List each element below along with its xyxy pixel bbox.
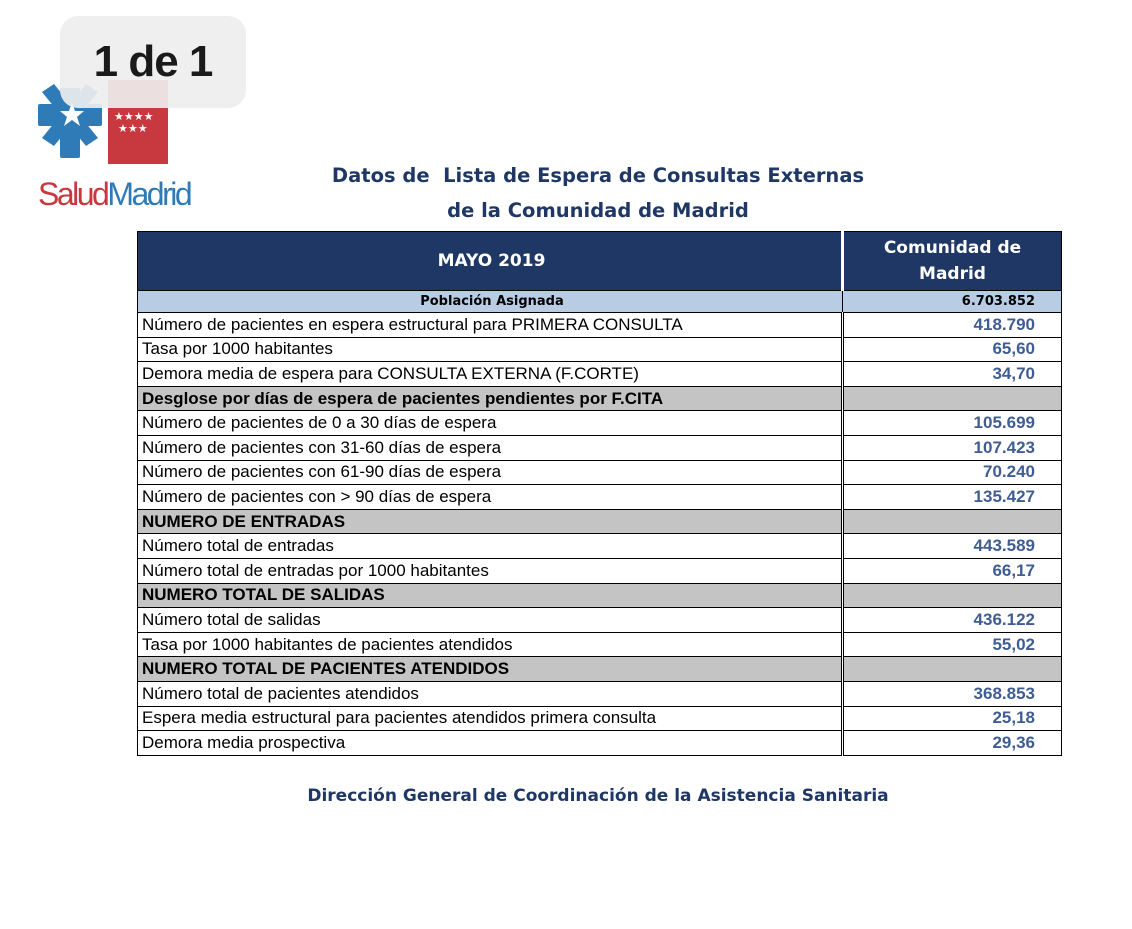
row-value: 29,36 [843,731,1062,756]
logo-wordmark [38,176,190,213]
page-indicator: 1 de 1 [60,16,246,108]
table-row [138,681,1062,706]
row-label: Número de pacientes con 31-60 días de espera [138,435,843,460]
footer-text: Dirección General de Coordinación de la Asistencia Sanitaria [307,786,889,806]
table-row [138,435,1062,460]
row-label: Número de pacientes con > 90 días de espera [138,485,843,510]
row-label: Número de pacientes de 0 a 30 días de espera [138,411,843,436]
row-label: Número total de entradas por 1000 habitantes [138,558,843,583]
row-value: 66,17 [843,558,1062,583]
row-label: Número total de entradas [138,534,843,559]
waiting-list-table [137,231,1062,756]
population-label: Población Asignada [138,291,843,313]
row-label: Espera media estructural para pacientes atendidos primera consulta [138,706,843,731]
svg-text:★★★★: ★★★★ [114,110,154,123]
row-label: Demora media prospectiva [138,731,843,756]
section-header-row [138,386,1062,411]
population-row [138,291,1062,313]
table-row [138,313,1062,338]
section-header-row [138,509,1062,534]
row-value: 34,70 [843,362,1062,387]
row-value: 418.790 [843,313,1062,338]
table-row [138,337,1062,362]
section-header-row [138,583,1062,608]
row-value: 107.423 [843,435,1062,460]
table-header-row [138,232,1062,291]
table-row [138,731,1062,756]
section-label: NUMERO DE ENTRADAS [138,509,843,534]
row-label: Número total de salidas [138,608,843,633]
svg-text:★★★: ★★★ [118,122,148,135]
row-value: 65,60 [843,337,1062,362]
table-row [138,362,1062,387]
table-row [138,608,1062,633]
row-value [843,583,1062,608]
population-value: 6.703.852 [843,291,1062,313]
row-label: Número total de pacientes atendidos [138,681,843,706]
title-line-2: de la Comunidad de Madrid [447,199,749,222]
row-value: 436.122 [843,608,1062,633]
row-value [843,386,1062,411]
row-value: 368.853 [843,681,1062,706]
logo-salud-text: Salud [38,176,108,212]
row-label: Número de pacientes en espera estructural para PRIMERA CONSULTA [138,313,843,338]
table-row [138,558,1062,583]
row-value: 55,02 [843,632,1062,657]
row-label: Demora media de espera para CONSULTA EXTERNA (F.CORTE) [138,362,843,387]
section-label: Desglose por días de espera de pacientes pendientes por F.CITA [138,386,843,411]
table-row [138,534,1062,559]
section-label: NUMERO TOTAL DE SALIDAS [138,583,843,608]
title-line-1: Datos de Lista de Espera de Consultas Externas [331,164,865,187]
header-region: Comunidad de Madrid [843,232,1062,291]
table-row [138,706,1062,731]
row-label: Tasa por 1000 habitantes [138,337,843,362]
row-label: Número de pacientes con 61-90 días de espera [138,460,843,485]
document-title [238,158,958,228]
table-row [138,411,1062,436]
row-value: 70.240 [843,460,1062,485]
table-row [138,460,1062,485]
header-period: MAYO 2019 [138,232,843,291]
section-header-row [138,657,1062,682]
row-value [843,509,1062,534]
table-row [138,485,1062,510]
row-value: 25,18 [843,706,1062,731]
row-label: Tasa por 1000 habitantes de pacientes atendidos [138,632,843,657]
logo-madrid-text: Madrid [107,176,191,212]
row-value [843,657,1062,682]
section-label: NUMERO TOTAL DE PACIENTES ATENDIDOS [138,657,843,682]
row-value: 105.699 [843,411,1062,436]
table-row [138,632,1062,657]
row-value: 135.427 [843,485,1062,510]
row-value: 443.589 [843,534,1062,559]
